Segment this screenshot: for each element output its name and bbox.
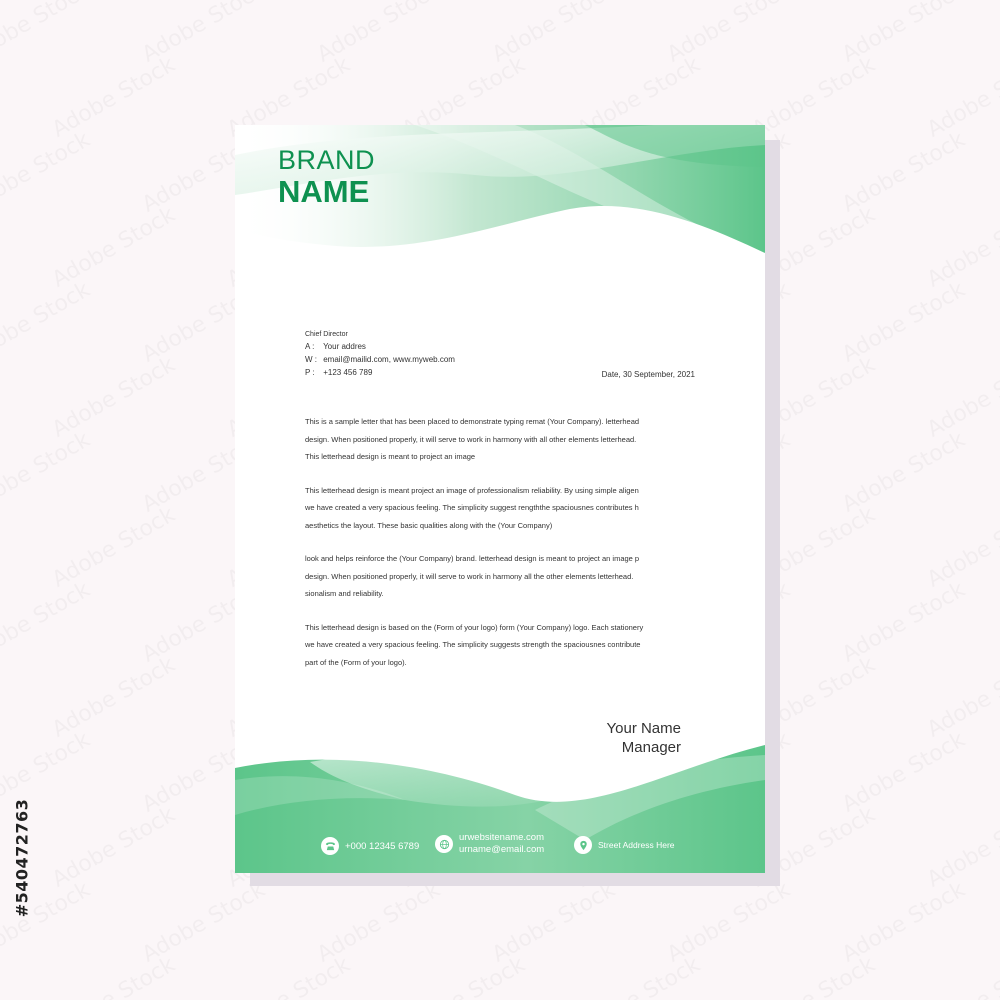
letter-body — [305, 413, 693, 687]
watermark-text — [748, 52, 880, 142]
web-key: W : — [305, 355, 318, 364]
address-key: A : — [305, 342, 315, 351]
signature-title: Manager — [621, 739, 681, 756]
watermark-text — [48, 652, 180, 742]
brand-line-2: NAME — [278, 174, 370, 209]
watermark-text — [488, 0, 620, 68]
watermark-text — [923, 502, 1000, 592]
watermark-text — [663, 0, 795, 68]
watermark-text — [48, 52, 180, 142]
watermark-text — [923, 952, 1000, 1000]
watermark-text — [0, 427, 95, 517]
footer-street-text: Street Address Here — [598, 840, 675, 850]
watermark-text — [0, 0, 95, 68]
paragraph: This letterhead design is based on the (Form of your logo) form (Your Company) logo. Each stationery we have created a very spacious feeling. The simplicity suggests strength the spaciousnes contribute part of the (Form of your logo). — [305, 622, 644, 667]
paragraph: This is a sample letter that has been placed to demonstrate typing remat (Your Company). letterhead design. When positioned properly, it will serve to work in harmony with all other elements letterhead. This letterhead design is meant to project an image — [305, 417, 640, 461]
brand-logo — [278, 147, 375, 207]
watermark-text — [488, 877, 620, 967]
watermark-text — [923, 802, 1000, 892]
watermark-text — [838, 127, 970, 217]
watermark-text — [663, 877, 795, 967]
paragraph: This letterhead design is meant project an image of professionalism reliability. By using simple aligen we have created a very spacious feeling. The simplicity suggest rengththe spaciousnes contributes h aesthetics the layout. These basic qualities along with the (Your Company) — [305, 485, 639, 530]
stock-id — [6, 758, 38, 958]
sender-contact — [305, 331, 455, 381]
watermark-text — [838, 427, 970, 517]
watermark-text — [923, 652, 1000, 742]
watermark-text — [138, 877, 270, 967]
sender-web-row — [305, 355, 455, 364]
watermark-text — [0, 577, 95, 667]
globe-icon — [435, 835, 453, 853]
watermark-text — [48, 352, 180, 442]
watermark-text — [48, 202, 180, 292]
watermark-text — [398, 952, 530, 1000]
watermark-text — [573, 952, 705, 1000]
footer-website: urwebsitename.com — [459, 832, 545, 843]
watermark-text — [313, 0, 445, 68]
watermark-text — [313, 877, 445, 967]
letter-date: Date, 30 September, 2021 — [601, 370, 695, 379]
watermark-text — [838, 0, 970, 68]
footer-phone-text: +000 12345 6789 — [345, 840, 420, 852]
footer-web — [435, 832, 544, 856]
sender-role: Chief Director — [305, 331, 348, 338]
watermark-text — [838, 727, 970, 817]
watermark-text — [0, 277, 95, 367]
paragraph: look and helps reinforce the (Your Company) brand. letterhead design is meant to project an image p design. When positioned properly, it will serve to work in harmony all the other elements letterhead. sionalism and reliability. — [305, 554, 640, 598]
sender-web: email@mailid.com, www.myweb.com — [323, 355, 455, 364]
watermark-text — [48, 952, 180, 1000]
location-pin-icon — [574, 836, 592, 854]
watermark-text — [138, 0, 270, 68]
watermark-text — [48, 502, 180, 592]
watermark-text — [838, 577, 970, 667]
watermark-text — [223, 952, 355, 1000]
watermark-text — [748, 952, 880, 1000]
letterhead-page — [235, 125, 765, 873]
footer-email: urname@email.com — [459, 844, 545, 855]
brand-line-1: BRAND — [278, 145, 376, 175]
stock-id-text: #540472763 — [12, 798, 32, 918]
signature-name: Your Name — [606, 720, 681, 737]
watermark-text — [923, 202, 1000, 292]
watermark-text — [838, 277, 970, 367]
footer-street — [574, 836, 675, 854]
phone-key: P : — [305, 368, 315, 377]
footer-phone — [321, 837, 419, 855]
watermark-text — [0, 127, 95, 217]
watermark-text — [838, 877, 970, 967]
phone-icon — [321, 837, 339, 855]
watermark-text — [923, 52, 1000, 142]
sender-phone-row — [305, 368, 455, 377]
sender-address-row — [305, 342, 455, 351]
watermark-text — [48, 802, 180, 892]
sender-address: Your addres — [323, 342, 366, 351]
sender-phone: +123 456 789 — [323, 368, 373, 377]
watermark-text — [923, 352, 1000, 442]
